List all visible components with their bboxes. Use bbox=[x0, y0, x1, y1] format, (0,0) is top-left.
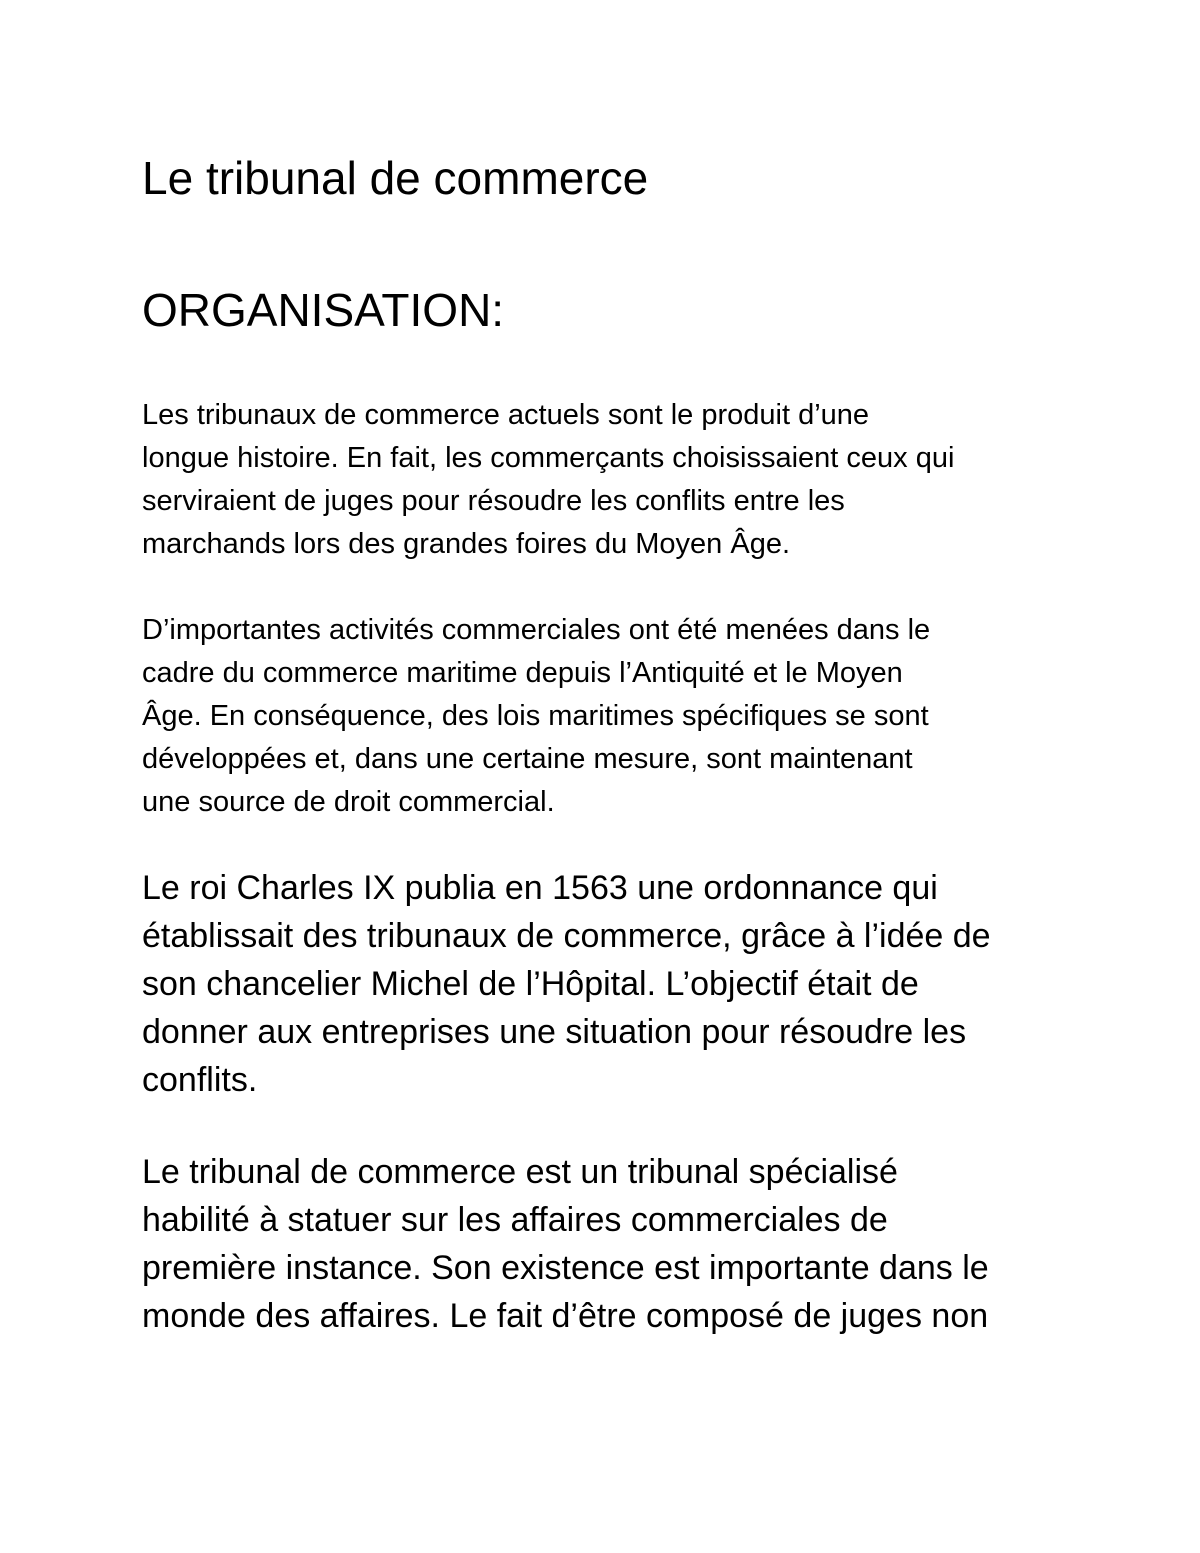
paragraph-line: son chancelier Michel de l’Hôpital. L’objectif était de bbox=[142, 965, 919, 1003]
paragraph-definition bbox=[142, 1148, 989, 1340]
paragraph-line: Le roi Charles IX publia en 1563 une ordonnance qui bbox=[142, 869, 938, 907]
paragraph-line: une source de droit commercial. bbox=[142, 786, 555, 818]
paragraph-line: habilité à statuer sur les affaires commerciales de bbox=[142, 1201, 888, 1239]
paragraph-line: première instance. Son existence est importante dans le bbox=[142, 1249, 989, 1287]
paragraph-line: conflits. bbox=[142, 1061, 258, 1099]
paragraph-maritime bbox=[142, 609, 930, 824]
paragraph-line: serviraient de juges pour résoudre les conflits entre les bbox=[142, 485, 845, 517]
section-heading: ORGANISATION: bbox=[142, 284, 505, 336]
paragraph-line: cadre du commerce maritime depuis l’Antiquité et le Moyen bbox=[142, 657, 903, 689]
paragraph-line: donner aux entreprises une situation pour résoudre les bbox=[142, 1013, 967, 1051]
paragraph-history bbox=[142, 394, 954, 566]
document-title: Le tribunal de commerce bbox=[142, 152, 649, 204]
paragraph-line: Le tribunal de commerce est un tribunal spécialisé bbox=[142, 1153, 898, 1191]
paragraph-line: marchands lors des grandes foires du Moyen Âge. bbox=[142, 528, 791, 560]
paragraph-line: Les tribunaux de commerce actuels sont le produit d’une bbox=[142, 399, 870, 431]
paragraph-line: longue histoire. En fait, les commerçants choisissaient ceux qui bbox=[142, 442, 955, 474]
paragraph-line: Âge. En conséquence, des lois maritimes spécifiques se sont bbox=[142, 700, 929, 732]
paragraph-charles-ix bbox=[142, 864, 991, 1104]
paragraph-line: D’importantes activités commerciales ont été menées dans le bbox=[142, 614, 931, 646]
paragraph-line: monde des affaires. Le fait d’être composé de juges non bbox=[142, 1297, 989, 1335]
paragraph-line: établissait des tribunaux de commerce, grâce à l’idée de bbox=[142, 917, 991, 955]
paragraph-line: développées et, dans une certaine mesure, sont maintenant bbox=[142, 743, 913, 775]
